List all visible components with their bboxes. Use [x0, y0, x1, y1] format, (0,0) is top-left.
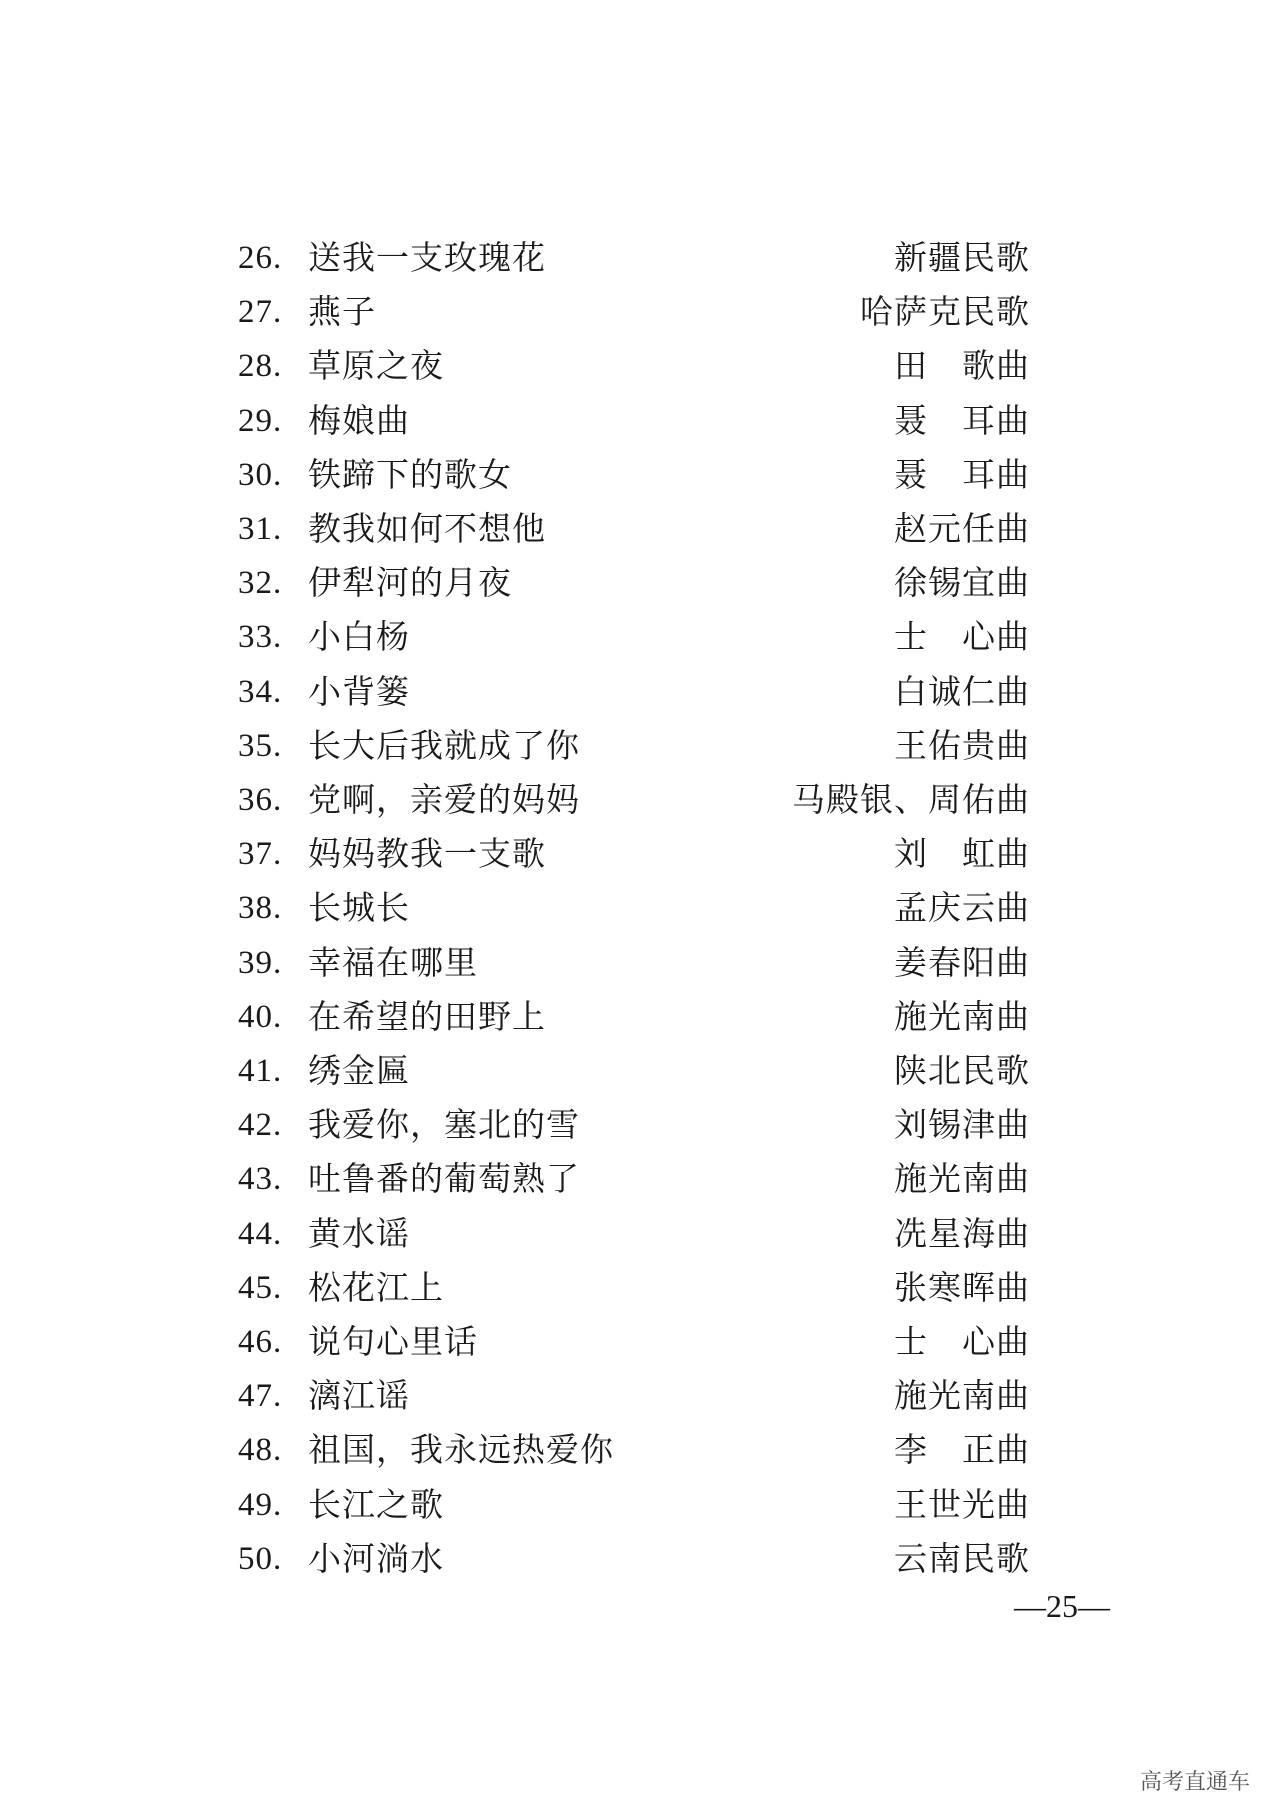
song-row: [238, 1536, 1030, 1582]
song-row: [238, 1427, 1030, 1473]
song-title: 漓江谣: [308, 1376, 410, 1416]
song-number: 32.: [238, 565, 283, 602]
song-title: 梅娘曲: [308, 400, 410, 440]
song-number: 44.: [238, 1215, 283, 1252]
song-title: 长江之歌: [308, 1484, 444, 1524]
song-number: 38.: [238, 890, 283, 927]
song-row: [238, 1265, 1030, 1311]
song-title: 妈妈教我一支歌: [308, 834, 546, 874]
song-row: [238, 289, 1030, 335]
song-number: 27.: [238, 294, 283, 331]
song-number: 43.: [238, 1161, 283, 1198]
page-number: —25—: [1014, 1588, 1110, 1624]
song-title: 铁蹄下的歌女: [308, 454, 512, 494]
song-row: [238, 506, 1030, 552]
song-title: 祖国，我永远热爱你: [308, 1430, 614, 1470]
song-number: 41.: [238, 1053, 283, 1089]
song-number: 42.: [238, 1107, 283, 1144]
song-composer: 新疆民歌: [894, 238, 1030, 277]
song-title: 我爱你，塞北的雪: [308, 1105, 580, 1145]
song-number: 35.: [238, 727, 283, 764]
song-composer: 田 歌曲: [894, 346, 1030, 386]
song-row: [238, 398, 1030, 444]
song-row: [238, 831, 1030, 877]
song-number: 49.: [238, 1486, 283, 1523]
song-composer: 姜春阳曲: [894, 942, 1030, 982]
song-number: 40.: [238, 998, 283, 1035]
song-row: [238, 1319, 1030, 1365]
song-title: 黄水谣: [308, 1213, 410, 1253]
song-row: [238, 777, 1030, 823]
song-composer: 王世光曲: [894, 1484, 1030, 1524]
song-row: [238, 994, 1030, 1040]
song-composer: 聂 耳曲: [894, 454, 1030, 494]
song-composer: 士 心曲: [894, 1322, 1030, 1361]
song-row: [238, 885, 1030, 931]
song-number: 33.: [238, 619, 283, 656]
song-title: 小河淌水: [308, 1538, 444, 1578]
song-title: 绣金匾: [308, 1051, 410, 1090]
song-title: 长城长: [308, 888, 410, 928]
song-title: 说句心里话: [308, 1322, 478, 1361]
song-number: 39.: [238, 944, 283, 981]
song-composer: 刘锡津曲: [894, 1105, 1030, 1145]
song-number: 34.: [238, 673, 283, 710]
song-title: 在希望的田野上: [308, 996, 546, 1036]
song-number: 47.: [238, 1378, 283, 1415]
song-title: 长大后我就成了你: [308, 725, 580, 765]
song-row: [238, 1373, 1030, 1419]
song-title: 教我如何不想他: [308, 509, 546, 548]
song-number: 31.: [238, 511, 283, 547]
song-row: [238, 1048, 1030, 1094]
song-row: [238, 560, 1030, 606]
song-composer: 施光南曲: [894, 996, 1030, 1036]
song-composer: 赵元任曲: [894, 509, 1030, 548]
song-composer: 云南民歌: [894, 1538, 1030, 1578]
song-title: 小背篓: [308, 671, 410, 711]
song-composer: 冼星海曲: [894, 1213, 1030, 1253]
song-number: 48.: [238, 1432, 283, 1469]
song-title: 幸福在哪里: [308, 942, 478, 982]
song-number: 29.: [238, 402, 283, 439]
song-title: 松花江上: [308, 1267, 444, 1307]
song-composer: 王佑贵曲: [894, 725, 1030, 765]
song-row: [238, 940, 1030, 986]
watermark: 高考直通车: [1139, 1770, 1250, 1795]
song-composer: 刘 虹曲: [894, 834, 1030, 874]
song-row: [238, 1211, 1030, 1257]
song-number: 46.: [238, 1324, 283, 1360]
song-row: [238, 235, 1030, 281]
song-composer: 马殿银、周佑曲: [792, 780, 1030, 819]
song-title: 党啊，亲爱的妈妈: [308, 780, 580, 819]
song-title: 伊犁河的月夜: [308, 563, 512, 603]
song-composer: 施光南曲: [894, 1159, 1030, 1199]
song-composer: 白诚仁曲: [894, 671, 1030, 711]
song-number: 37.: [238, 836, 283, 873]
song-title: 送我一支玫瑰花: [308, 238, 546, 277]
song-title: 小白杨: [308, 617, 410, 657]
song-composer: 施光南曲: [894, 1376, 1030, 1416]
song-composer: 张寒晖曲: [894, 1267, 1030, 1307]
song-number: 36.: [238, 782, 283, 818]
song-title: 草原之夜: [308, 346, 444, 386]
song-title: 燕子: [308, 292, 376, 332]
song-row: [238, 1156, 1030, 1202]
song-row: [238, 669, 1030, 715]
song-composer: 徐锡宜曲: [894, 563, 1030, 603]
song-row: [238, 1102, 1030, 1148]
song-number: 26.: [238, 240, 283, 276]
song-row: [238, 614, 1030, 660]
song-composer: 陕北民歌: [894, 1051, 1030, 1090]
song-row: [238, 343, 1030, 389]
song-number: 50.: [238, 1540, 283, 1577]
song-row: [238, 452, 1030, 498]
song-composer: 孟庆云曲: [894, 888, 1030, 928]
song-number: 45.: [238, 1269, 283, 1306]
song-number: 30.: [238, 456, 283, 493]
song-title: 吐鲁番的葡萄熟了: [308, 1159, 580, 1199]
song-row: [238, 1482, 1030, 1528]
song-row: [238, 723, 1030, 769]
song-composer: 哈萨克民歌: [860, 292, 1030, 332]
song-number: 28.: [238, 348, 283, 385]
song-composer: 士 心曲: [894, 617, 1030, 657]
song-composer: 聂 耳曲: [894, 400, 1030, 440]
song-composer: 李 正曲: [894, 1430, 1030, 1470]
